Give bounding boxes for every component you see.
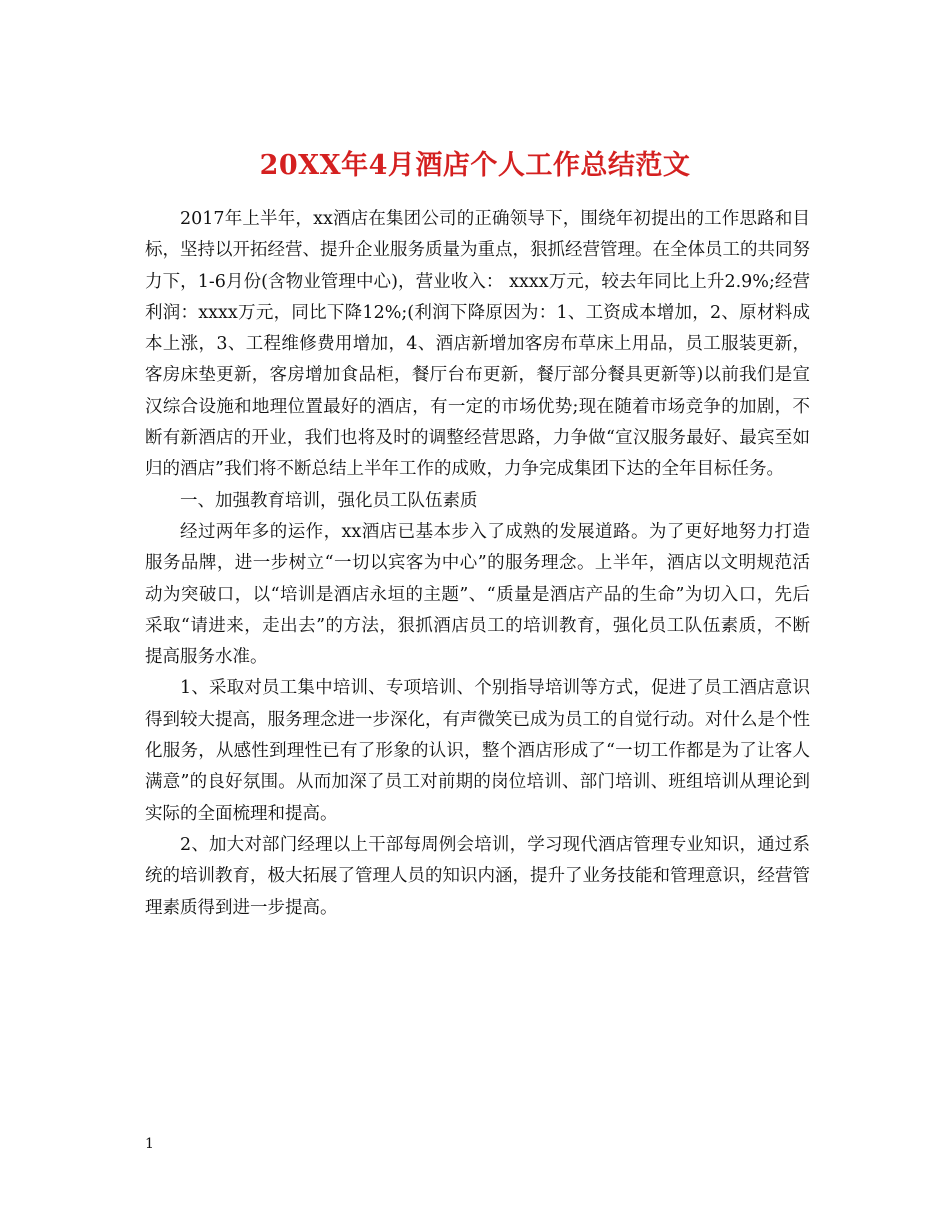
- page-number: 1: [145, 1136, 154, 1152]
- paragraph-item-1: 1、采取对员工集中培训、专项培训、个别指导培训等方式，促进了员工酒店意识得到较大提高，服务理念进一步深化，有声微笑已成为员工的自觉行动。对什么是个性化服务，从感性到理性已有了形象的认识，整个酒店形成了“一切工作都是为了让客人满意”的良好氛围。从而加深了员工对前期的岗位培训、部门培训、班组培训从理论到实际的全面梳理和提高。: [145, 678, 810, 824]
- document-body: [145, 204, 810, 924]
- paragraph-intro: 2017年上半年，xx酒店在集团公司的正确领导下，围绕年初提出的工作思路和目标，坚持以开拓经营、提升企业服务质量为重点，狠抓经营管理。在全体员工的共同努力下，1-6月份(含物业管理中心)，营业收入： xxxx万元，较去年同比上升2.9%;经营利润：xxxx万元，同比下降12%;(利润下降原因为：1、工资成本增加，2、原材料成本上涨，3、工程维修费用增加，4、酒店新增加客房布草床上用品，员工服装更新，客房床垫更新，客房增加食品柜，餐厅台布更新，餐厅部分餐具更新等)以前我们是宣汉综合设施和地理位置最好的酒店，有一定的市场优势;现在随着市场竞争的加剧，不断有新酒店的开业，我们也将及时的调整经营思路，力争做“宣汉服务最好、最宾至如归的酒店”我们将不断总结上半年工作的成败，力争完成集团下达的全年目标任务。: [145, 209, 810, 480]
- document-title: 20XX年4月酒店个人工作总结范文: [259, 150, 691, 182]
- section-heading-training: 一、加强教育培训，强化员工队伍素质: [180, 490, 478, 511]
- paragraph-item-2: 2、加大对部门经理以上干部每周例会培训，学习现代酒店管理专业知识，通过系统的培训教育，极大拓展了管理人员的知识内涵，提升了业务技能和管理意识，经营管理素质得到进一步提高。: [145, 834, 810, 918]
- paragraph-training-overview: 经过两年多的运作，xx酒店已基本步入了成熟的发展道路。为了更好地努力打造服务品牌，进一步树立“一切以宾客为中心”的服务理念。上半年，酒店以文明规范活动为突破口，以“培训是酒店永垣的主题”、“质量是酒店产品的生命”为切入口，先后采取“请进来，走出去”的方法，狠抓酒店员工的培训教育，强化员工队伍素质，不断提高服务水准。: [145, 521, 810, 668]
